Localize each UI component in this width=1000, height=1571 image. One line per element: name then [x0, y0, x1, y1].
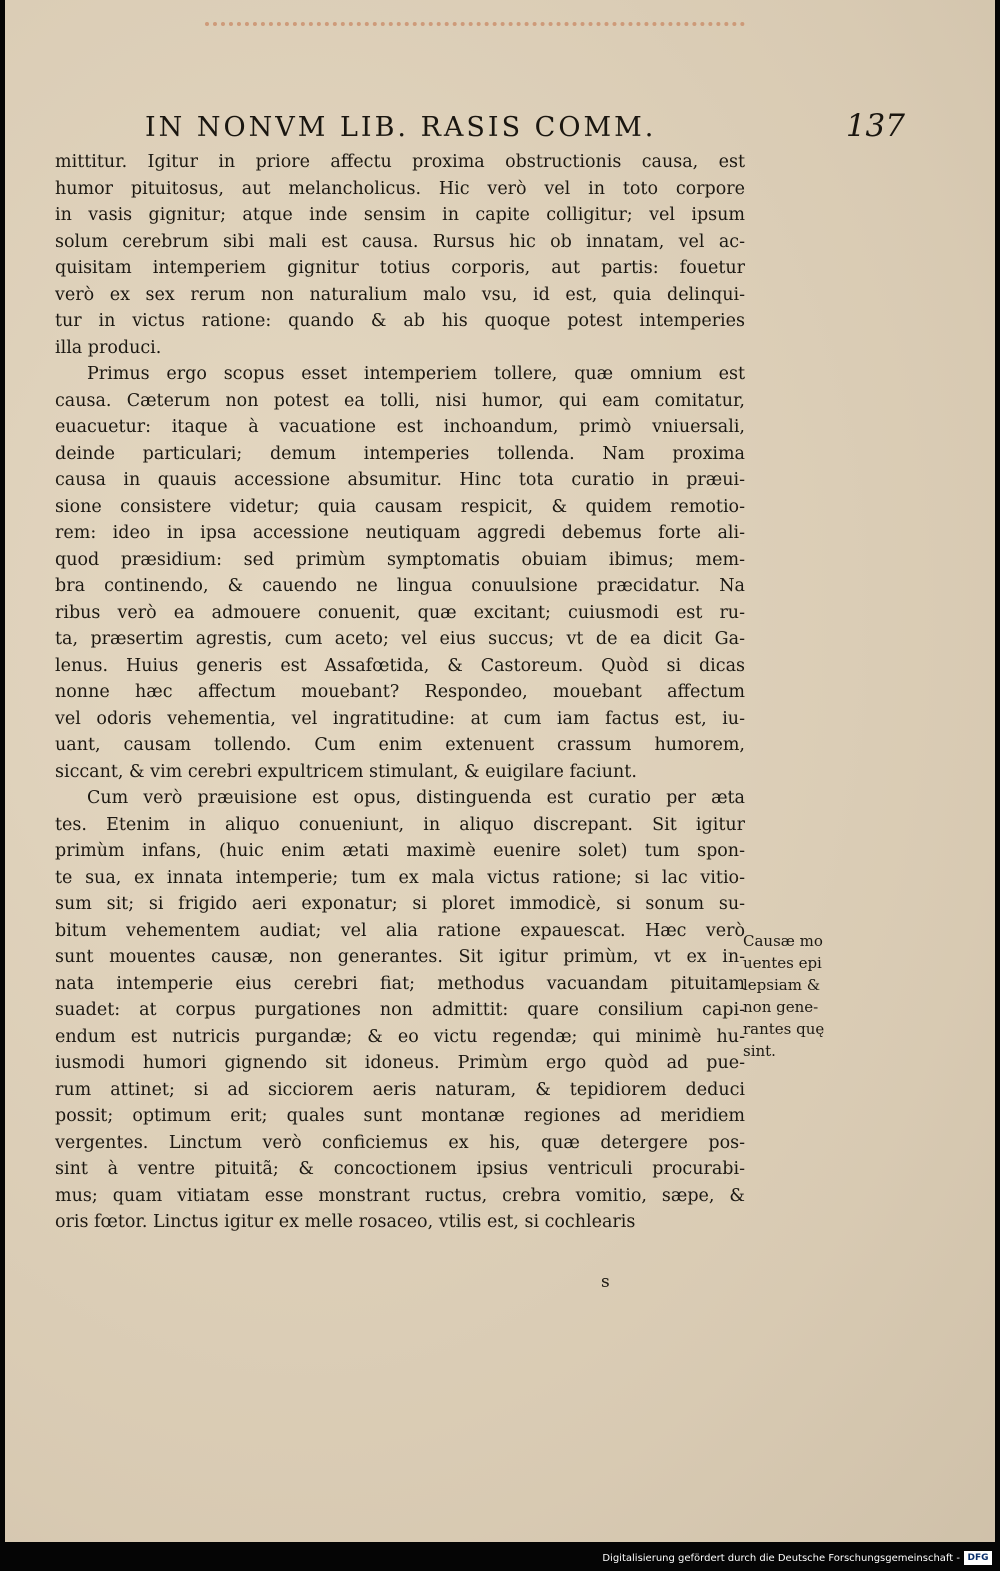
text-line: causa. Cæterum non potest ea tolli, nisi humor, qui eam comitatur, [55, 390, 745, 411]
signature-mark: s [601, 1272, 610, 1292]
text-line: euacuetur: itaque à vacuatione est inchoandum, primò vniuersali, [55, 417, 745, 437]
dfg-logo: DFG [964, 1551, 992, 1565]
marginal-note [743, 930, 861, 1062]
marginal-note-line: sint. [743, 1042, 776, 1060]
body-text [55, 149, 745, 1236]
text-line: suadet: at corpus purgationes non admittit: quare consilium capi- [55, 1000, 745, 1020]
text-line: sunt mouentes causæ, non generantes. Sit igitur primùm, vt ex in- [55, 947, 745, 967]
text-line: rem: ideo in ipsa accessione neutiquam aggredi debemus forte ali- [55, 523, 745, 543]
text-line: illa produci. [55, 337, 162, 358]
text-line: nonne hæc affectum mouebant? Respondeo, mouebant affectum [55, 682, 745, 702]
text-line: humor pituitosus, aut melancholicus. Hic verò vel in toto corpore [55, 178, 745, 199]
text-line: sint à ventre pituitã; & concoctionem ipsius ventriculi procurabi- [55, 1159, 745, 1179]
text-line: ta, præsertim agrestis, cum aceto; vel eius succus; vt de ea dicit Ga- [55, 629, 745, 649]
text-line: quisitam intemperiem gignitur totius corporis, aut partis: fouetur [55, 258, 745, 278]
text-line: bitum vehementem audiat; vel alia ratione expauescat. Hæc verò [55, 920, 745, 941]
text-line: sione consistere videtur; quia causam respicit, & quidem remotio- [55, 496, 745, 517]
text-line: in vasis gignitur; atque inde sensim in capite colligitur; vel ipsum [55, 205, 745, 225]
text-line: rum attinet; si ad sicciorem aeris naturam, & tepidiorem deduci [55, 1079, 745, 1100]
text-line: iusmodi humori gignendo sit idoneus. Primùm ergo quòd ad pue- [55, 1053, 745, 1073]
text-line: mus; quam vitiatam esse monstrant ructus, crebra vomitio, sæpe, & [55, 1185, 745, 1206]
text-line: verò ex sex rerum non naturalium malo vsu, id est, quia delinqui- [55, 284, 745, 305]
text-line: solum cerebrum sibi mali est causa. Rursus hic ob innatam, vel ac- [55, 231, 745, 252]
text-line: lenus. Huius generis est Assafœtida, & Castoreum. Quòd si dicas [55, 655, 745, 676]
text-line: primùm infans, (huic enim ætati maximè euenire solet) tum spon- [55, 841, 745, 861]
page-stain [205, 22, 745, 40]
text-line: sum sit; si frigido aeri exponatur; si ploret immodicè, si sonum su- [55, 894, 745, 914]
marginal-note-line: Causæ mo [743, 932, 823, 950]
text-line: causa in quauis accessione absumitur. Hinc tota curatio in præui- [55, 470, 745, 490]
text-line: tur in victus ratione: quando & ab his quoque potest intemperies [55, 311, 745, 331]
text-line: mittitur. Igitur in priore affectu proxima obstructionis causa, est [55, 152, 745, 172]
text-line: nata intemperie eius cerebri fiat; methodus vacuandam pituitam [55, 973, 745, 994]
marginal-note-line: lepsiam & [743, 976, 821, 994]
page-number: 137 [845, 108, 905, 144]
marginal-note-line: non gene- [743, 998, 819, 1016]
text-line: bra continendo, & cauendo ne lingua conuulsione præcidatur. Na [55, 576, 745, 596]
text-line: vel odoris vehementia, vel ingratitudine: at cum iam factus est, iu- [55, 708, 745, 729]
text-line: possit; optimum erit; quales sunt montanæ regiones ad meridiem [55, 1106, 745, 1126]
marginal-note-line: uentes epi [743, 954, 822, 972]
text-line: quod præsidium: sed primùm symptomatis obuiam ibimus; mem- [55, 549, 745, 570]
book-page [5, 0, 995, 1542]
text-line: oris fœtor. Linctus igitur ex melle rosaceo, vtilis est, si cochlearis [55, 1212, 636, 1232]
text-line: Primus ergo scopus esset intemperiem tollere, quæ omnium est [87, 364, 745, 384]
text-line: ribus verò ea admouere conuenit, quæ excitant; cuiusmodi est ru- [55, 602, 745, 623]
text-line: endum est nutricis purgandæ; & eo victu regendæ; qui minimè hu- [55, 1026, 745, 1047]
funding-text: Digitalisierung gefördert durch die Deutsche Forschungsgemeinschaft - [602, 1553, 960, 1564]
text-line: uant, causam tollendo. Cum enim extenuent crassum humorem, [55, 735, 745, 755]
marginal-note-line: rantes quę [743, 1020, 825, 1038]
text-line: Cum verò præuisione est opus, distinguenda est curatio per æta [87, 788, 745, 808]
text-line: vergentes. Linctum verò conficiemus ex his, quæ detergere pos- [55, 1132, 745, 1153]
text-line: tes. Etenim in aliquo conueniunt, in aliquo discrepant. Sit igitur [55, 814, 745, 835]
text-line: siccant, & vim cerebri expultricem stimulant, & euigilare faciunt. [55, 761, 637, 782]
text-line: deinde particulari; demum intemperies tollenda. Nam proxima [55, 443, 745, 464]
page-header [145, 108, 905, 152]
running-head: IN NONVM LIB. RASIS COMM. [145, 112, 657, 143]
text-line: te sua, ex innata intemperie; tum ex mala victus ratione; si lac vitio- [55, 867, 745, 888]
